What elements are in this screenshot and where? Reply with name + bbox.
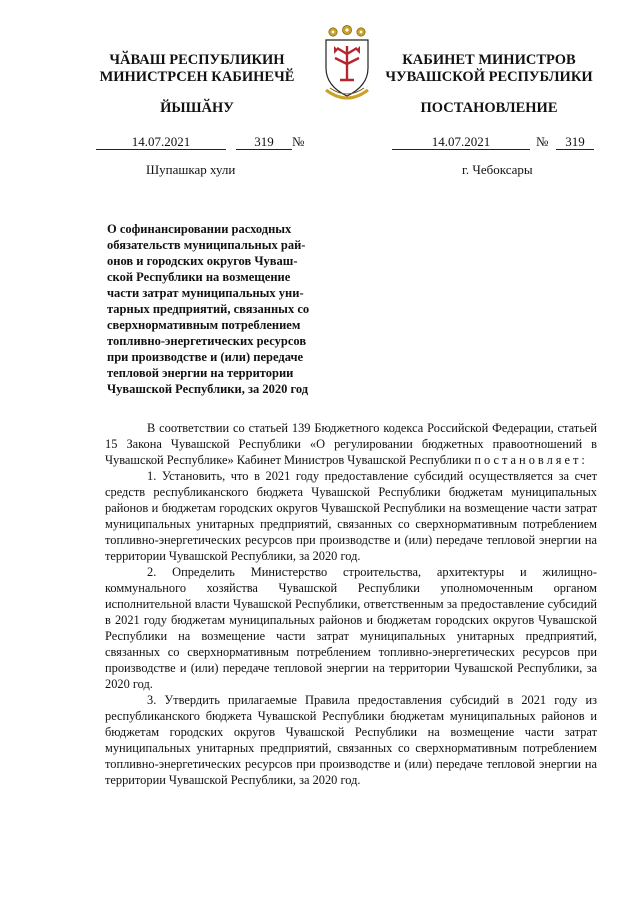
title-line: Чувашской Республики, за 2020 год <box>107 382 309 396</box>
title-line: О софинансировании расходных <box>107 222 292 236</box>
paragraph-3: 3. Утвердить прилагаемые Правила предоставления субсидий в 2021 году из республиканского бюджета Чувашской Республики бюджетам муниципальных районов и бюджетам городских округов Чувашской Республики на возмещение части затрат муниципальных унитарных предприятий, связанных со сверхнормативным потреблением топливно-энергетических ресурсов при производстве и (или) передаче тепловой энергии на территории Чувашской Республики, за 2020 год. <box>105 693 597 787</box>
title-line: ской Республики на возмещение <box>107 270 291 284</box>
header-right-line2: ЧУВАШСКОЙ РЕСПУБЛИКИ <box>385 69 593 85</box>
right-date: 14.07.2021 <box>392 134 530 150</box>
header-left <box>82 52 312 86</box>
title-line: тарных предприятий, связанных со <box>107 302 310 316</box>
header-left-line1: ЧӐВАШ РЕСПУБЛИКИН <box>109 52 285 68</box>
left-place: Шупашкар хули <box>146 162 236 177</box>
left-date: 14.07.2021 <box>96 134 226 150</box>
preamble <box>105 420 597 468</box>
preamble-text: В соответствии со статьей 139 Бюджетного кодекса Российской Федерации, статьей 15 Закона Чувашской Республики «О регулировании бюджетных правоотношений в Чувашской Республике» Кабинет Министров Чувашской Республики <box>105 421 597 467</box>
left-dateline <box>96 134 310 150</box>
title-line: обязательств муниципальных рай- <box>107 238 306 252</box>
header-right <box>374 52 604 86</box>
left-number: 319 <box>236 134 292 150</box>
title-line: топливно-энергетических ресурсов <box>107 334 307 348</box>
right-dateline <box>392 134 600 150</box>
title-line: тепловой энергии на территории <box>107 366 294 380</box>
paragraph-1: 1. Установить, что в 2021 году предоставление субсидий осуществляется за счет средств республиканского бюджета Чувашской Республики бюджетам муниципальных районов и бюджетам городских округов Чувашской Республики на возмещение части затрат муниципальных унитарных предприятий, связанных со сверхнормативным потреблением топливно-энергетических ресурсов при производстве и (или) передаче тепловой энергии на территории Чувашской Республики, за 2020 год. <box>105 469 597 563</box>
header-right-line1: КАБИНЕТ МИНИСТРОВ <box>402 52 576 68</box>
title-line: части затрат муниципальных уни- <box>107 286 304 300</box>
title-line: онов и городских округов Чуваш- <box>107 254 298 268</box>
header-right-doc-type: ПОСТАНОВЛЕНИЕ <box>420 100 558 116</box>
coat-of-arms-icon <box>320 24 374 106</box>
right-number-sign: № <box>536 134 549 149</box>
document-body <box>105 420 597 788</box>
document-title <box>107 221 333 397</box>
title-line: сверхнормативным потреблением <box>107 318 301 332</box>
right-place: г. Чебоксары <box>462 162 533 177</box>
header-left-doc-type: ЙЫШӐНУ <box>160 100 234 116</box>
header-left-line2: МИНИСТРСЕН КАБИНЕЧӖ <box>99 69 295 85</box>
preamble-action: постановляет: <box>474 453 588 467</box>
title-line: при производстве и (или) передаче <box>107 350 304 364</box>
paragraph-2: 2. Определить Министерство строительства, архитектуры и жилищно-коммунального хозяйства Чувашской Республики уполномоченным органом исполнительной власти Чувашской Республики, ответственным за предоставление субсидий в 2021 году бюджетам муниципальных районов и бюджетам городских округов Чувашской Республики на возмещение части затрат муниципальных унитарных предприятий, связанных со сверхнормативным потреблением топливно-энергетических ресурсов при производстве и (или) передаче тепловой энергии на территории Чувашской Республики, за 2020 год. <box>105 565 597 691</box>
left-number-sign: № <box>292 134 305 149</box>
right-number: 319 <box>556 134 594 150</box>
